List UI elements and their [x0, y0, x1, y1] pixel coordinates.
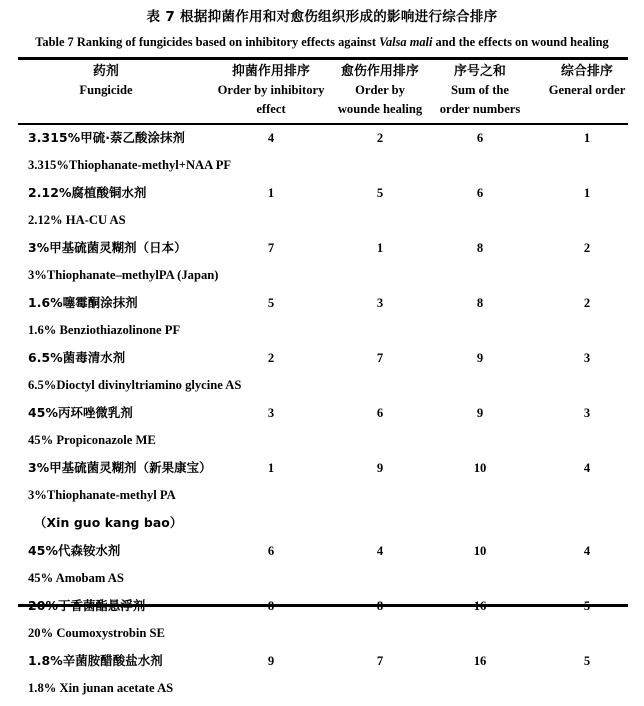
cell-fungicide-en: 3.315%Thiophanate-methyl+NAA PF: [28, 158, 232, 172]
cell-inhibitory-order: 1: [267, 186, 275, 200]
table-row-secondary-line: [0, 485, 644, 513]
table-row-primary-line: [0, 128, 644, 155]
table-row-secondary-line: [0, 568, 644, 596]
table-row-secondary-line: [0, 320, 644, 348]
cell-healing-order: 5: [376, 186, 384, 200]
cell-healing-order: 4: [376, 544, 384, 558]
column-header-inhibitory-en: Order by inhibitory: [217, 83, 325, 97]
cell-sum-order: 10: [473, 461, 487, 475]
cell-inhibitory-order: 5: [267, 296, 275, 310]
table-top-rule: [18, 57, 628, 60]
table-row-primary-line: [0, 293, 644, 320]
cell-general-order: 3: [583, 406, 591, 420]
cell-inhibitory-order: 6: [267, 544, 275, 558]
cell-fungicide-en-continued: （Xin guo kang bao）: [34, 515, 183, 530]
table-title-english-part1: Table 7 Ranking of fungicides based on inhibitory effects against: [35, 35, 380, 49]
cell-fungicide-en: 45% Propiconazole ME: [28, 433, 156, 447]
table-header: [0, 62, 644, 119]
species-name: Valsa mali: [379, 35, 433, 49]
cell-sum-order: 6: [476, 131, 484, 145]
column-header-general-en: General order: [548, 83, 626, 97]
table-row: [0, 128, 644, 183]
cell-fungicide-en: 6.5%Dioctyl divinyltriamino glycine AS: [28, 378, 242, 392]
table-row-secondary-line: [0, 623, 644, 651]
table-row: [0, 596, 644, 651]
table-row-primary-line: [0, 183, 644, 210]
cell-healing-order: 3: [376, 296, 384, 310]
cell-fungicide-cn: 1.6%噻霉酮涂抹剂: [28, 295, 138, 310]
table-row: [0, 238, 644, 293]
column-header-healing-cn: 愈伤作用排序: [341, 64, 419, 79]
cell-fungicide-en: 1.6% Benziothiazolinone PF: [28, 323, 181, 337]
cell-inhibitory-order: 2: [267, 351, 275, 365]
table-row: [0, 651, 644, 706]
cell-general-order: 5: [583, 599, 591, 613]
table-row-tertiary-line: [0, 513, 644, 541]
cell-sum-order: 8: [476, 241, 484, 255]
column-header-inhibitory-cn: 抑菌作用排序: [232, 64, 310, 79]
table-title-english-part2: and the effects on wound healing: [432, 35, 609, 49]
cell-inhibitory-order: 3: [267, 406, 275, 420]
table-row-secondary-line: [0, 155, 644, 183]
table-row: [0, 183, 644, 238]
table-row-primary-line: [0, 651, 644, 678]
column-header-sum-en2: order numbers: [439, 102, 521, 116]
column-header-healing-en2: wounde healing: [337, 102, 423, 116]
cell-healing-order: 6: [376, 406, 384, 420]
cell-fungicide-en: 1.8% Xin junan acetate AS: [28, 681, 174, 695]
table-row-primary-line: [0, 348, 644, 375]
cell-general-order: 2: [583, 296, 591, 310]
cell-fungicide-cn: 45%丙环唑微乳剂: [28, 405, 133, 420]
cell-healing-order: 7: [376, 351, 384, 365]
table-title-chinese: 表 7 根据抑菌作用和对愈伤组织形成的影响进行综合排序: [146, 9, 498, 25]
cell-inhibitory-order: 8: [267, 599, 275, 613]
table-row-secondary-line: [0, 210, 644, 238]
table-row-primary-line: [0, 596, 644, 623]
cell-fungicide-en: 3%Thiophanate–methylPA (Japan): [28, 268, 219, 282]
cell-healing-order: 9: [376, 461, 384, 475]
column-header-healing-en: Order by: [355, 83, 405, 97]
column-header-sum-en: Sum of the: [450, 83, 510, 97]
cell-fungicide-cn: 1.8%辛菌胺醋酸盐水剂: [28, 653, 163, 668]
cell-fungicide-cn: 3%甲基硫菌灵糊剂（新果康宝）: [28, 460, 212, 475]
cell-healing-order: 7: [376, 654, 384, 668]
cell-fungicide-cn: 20%丁香菌酯悬浮剂: [28, 598, 146, 613]
column-header-fungicide-en2: [0, 100, 212, 119]
cell-inhibitory-order: 7: [267, 241, 275, 255]
cell-fungicide-en: 45% Amobam AS: [28, 571, 124, 585]
header-row-english-continued: [0, 100, 644, 119]
cell-sum-order: 10: [473, 544, 487, 558]
cell-general-order: 5: [583, 654, 591, 668]
table-row: [0, 403, 644, 458]
table-row: [0, 348, 644, 403]
cell-fungicide-cn: 6.5%菌毒清水剂: [28, 350, 126, 365]
table-row-primary-line: [0, 541, 644, 568]
table-row: [0, 541, 644, 596]
table-row: [0, 293, 644, 348]
table-body: [0, 128, 644, 706]
cell-general-order: 4: [583, 461, 591, 475]
cell-inhibitory-order: 1: [267, 461, 275, 475]
header-row-chinese: [0, 62, 644, 81]
table-row-primary-line: [0, 458, 644, 485]
table-header-rule: [18, 123, 628, 125]
cell-general-order: 1: [583, 131, 591, 145]
header-row-english: [0, 81, 644, 100]
table-row-secondary-line: [0, 375, 644, 403]
table-row-secondary-line: [0, 678, 644, 706]
table-title-english: [0, 34, 644, 51]
cell-general-order: 1: [583, 186, 591, 200]
cell-fungicide-en: 2.12% HA-CU AS: [28, 213, 126, 227]
column-header-fungicide-en: Fungicide: [79, 83, 133, 97]
table-row-secondary-line: [0, 265, 644, 293]
cell-fungicide-en: 3%Thiophanate-methyl PA: [28, 488, 176, 502]
cell-healing-order: 1: [376, 241, 384, 255]
cell-sum-order: 16: [473, 654, 487, 668]
column-header-sum-cn: 序号之和: [454, 64, 506, 79]
cell-fungicide-en: 20% Coumoxystrobin SE: [28, 626, 165, 640]
column-header-general-en2: [530, 100, 644, 119]
table-row: [0, 458, 644, 541]
cell-inhibitory-order: 4: [267, 131, 275, 145]
cell-fungicide-cn: 3.315%甲硫·萘乙酸涂抹剂: [28, 130, 185, 145]
cell-fungicide-cn: 3%甲基硫菌灵糊剂（日本）: [28, 240, 187, 255]
cell-sum-order: 6: [476, 186, 484, 200]
cell-fungicide-cn: 45%代森铵水剂: [28, 543, 121, 558]
column-header-inhibitory-en2: effect: [256, 102, 286, 116]
table-row-primary-line: [0, 403, 644, 430]
cell-general-order: 3: [583, 351, 591, 365]
cell-general-order: 4: [583, 544, 591, 558]
cell-healing-order: 8: [376, 599, 384, 613]
table-row-primary-line: [0, 238, 644, 265]
cell-healing-order: 2: [376, 131, 384, 145]
cell-sum-order: 16: [473, 599, 487, 613]
column-header-fungicide-cn: 药剂: [93, 64, 119, 79]
cell-sum-order: 8: [476, 296, 484, 310]
column-header-general-cn: 综合排序: [561, 64, 613, 79]
cell-general-order: 2: [583, 241, 591, 255]
cell-fungicide-cn: 2.12%腐植酸铜水剂: [28, 185, 147, 200]
table-row-secondary-line: [0, 430, 644, 458]
cell-sum-order: 9: [476, 351, 484, 365]
cell-inhibitory-order: 9: [267, 654, 275, 668]
cell-sum-order: 9: [476, 406, 484, 420]
